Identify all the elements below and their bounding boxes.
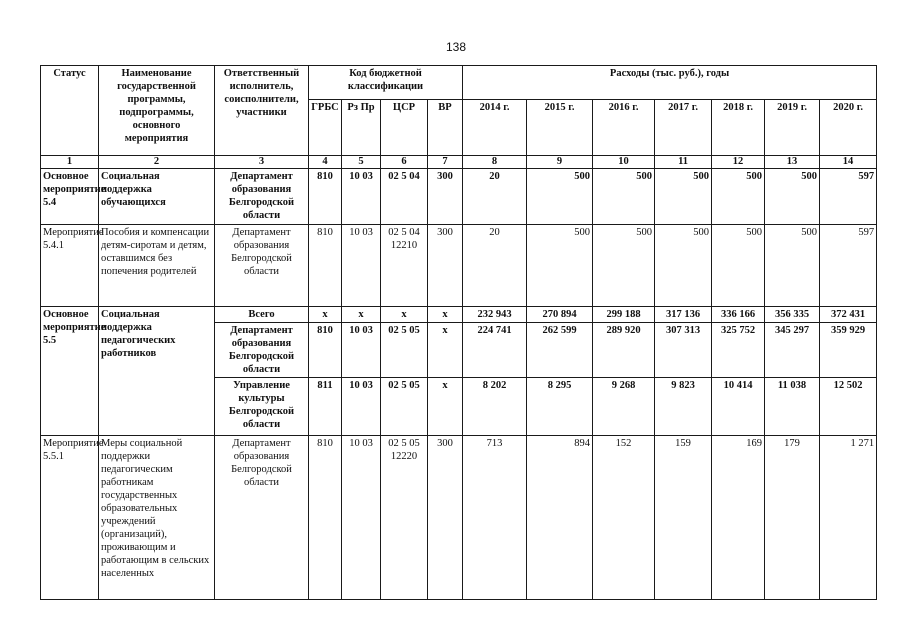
cell-rzpr: 10 03 <box>342 323 381 378</box>
cell-vr: х <box>428 307 463 323</box>
column-number: 14 <box>820 156 877 169</box>
column-number: 10 <box>593 156 655 169</box>
cell-grbs: 810 <box>309 169 342 225</box>
cell-rzpr: 10 03 <box>342 436 381 600</box>
cell-value: 12 502 <box>820 378 877 436</box>
cell-vr: х <box>428 378 463 436</box>
cell-value: 500 <box>765 169 820 225</box>
table-row <box>41 169 877 225</box>
cell-value: 597 <box>820 169 877 225</box>
cell-value: 159 <box>655 436 712 600</box>
table-row <box>41 225 877 307</box>
cell-value: 359 929 <box>820 323 877 378</box>
cell-value: 9 268 <box>593 378 655 436</box>
cell-value: 299 188 <box>593 307 655 323</box>
cell-value: 262 599 <box>527 323 593 378</box>
cell-value: 10 414 <box>712 378 765 436</box>
cell-vr: 300 <box>428 436 463 600</box>
cell-rzpr: 10 03 <box>342 225 381 307</box>
header-grbs: ГРБС <box>309 100 342 156</box>
cell-vr: х <box>428 323 463 378</box>
column-number: 12 <box>712 156 765 169</box>
header-executor: Ответственный исполнитель, соисполнители, участники <box>215 66 309 156</box>
header-year: 2017 г. <box>655 100 712 156</box>
cell-grbs: 810 <box>309 323 342 378</box>
header-csr: ЦСР <box>381 100 428 156</box>
cell-grbs: 810 <box>309 225 342 307</box>
column-number: 8 <box>463 156 527 169</box>
cell-value: 500 <box>527 225 593 307</box>
header-year: 2015 г. <box>527 100 593 156</box>
header-status: Статус <box>41 66 99 156</box>
cell-value: 1 271 <box>820 436 877 600</box>
row-name: Социальная поддержка обучающихся <box>99 169 215 225</box>
cell-value: 270 894 <box>527 307 593 323</box>
page-number: 138 <box>446 40 467 54</box>
cell-value: 317 136 <box>655 307 712 323</box>
column-number: 5 <box>342 156 381 169</box>
header-expenses: Расходы (тыс. руб.), годы <box>463 66 877 100</box>
cell-value: 11 038 <box>765 378 820 436</box>
cell-grbs: 811 <box>309 378 342 436</box>
cell-value: 894 <box>527 436 593 600</box>
cell-value: 232 943 <box>463 307 527 323</box>
cell-value: 500 <box>712 225 765 307</box>
row-executor: Управление культуры Белгородской области <box>215 378 309 436</box>
cell-rzpr: х <box>342 307 381 323</box>
cell-value: 20 <box>463 225 527 307</box>
cell-value: 372 431 <box>820 307 877 323</box>
row-name: Меры социальной поддержки педагогическим работникам государственных образовательных учреждений (организаций), проживающим и работающим в сельских населенных <box>99 436 215 600</box>
cell-grbs: х <box>309 307 342 323</box>
cell-value: 20 <box>463 169 527 225</box>
cell-csr: 02 5 05 <box>381 378 428 436</box>
column-number: 2 <box>99 156 215 169</box>
cell-csr: 02 5 05 <box>381 323 428 378</box>
row-executor: Департамент образования Белгородской области <box>215 169 309 225</box>
column-number: 4 <box>309 156 342 169</box>
cell-value: 169 <box>712 436 765 600</box>
cell-csr: 02 5 04 12210 <box>381 225 428 307</box>
cell-rzpr: 10 03 <box>342 378 381 436</box>
row-status: Мероприятие 5.4.1 <box>41 225 99 307</box>
cell-value: 8 295 <box>527 378 593 436</box>
cell-csr: х <box>381 307 428 323</box>
cell-value: 356 335 <box>765 307 820 323</box>
cell-value: 500 <box>655 169 712 225</box>
cell-vr: 300 <box>428 225 463 307</box>
cell-value: 500 <box>593 169 655 225</box>
cell-value: 289 920 <box>593 323 655 378</box>
cell-value: 179 <box>765 436 820 600</box>
column-number: 1 <box>41 156 99 169</box>
cell-value: 325 752 <box>712 323 765 378</box>
row-status: Мероприятие 5.5.1 <box>41 436 99 600</box>
header-year: 2014 г. <box>463 100 527 156</box>
header-name: Наименование государственной программы, подпрограммы, основного мероприятия <box>99 66 215 156</box>
table-row <box>41 436 877 600</box>
row-status: Основное мероприятие 5.4 <box>41 169 99 225</box>
header-year: 2020 г. <box>820 100 877 156</box>
cell-csr: 02 5 04 <box>381 169 428 225</box>
row-status: Основное мероприятие 5.5 <box>41 307 99 436</box>
header-budget-code: Код бюджетной классификации <box>309 66 463 100</box>
header-rzpr: Рз Пр <box>342 100 381 156</box>
table-row <box>41 307 877 323</box>
cell-vr: 300 <box>428 169 463 225</box>
cell-value: 597 <box>820 225 877 307</box>
cell-value: 224 741 <box>463 323 527 378</box>
cell-value: 152 <box>593 436 655 600</box>
row-executor: Департамент образования Белгородской области <box>215 225 309 307</box>
cell-value: 8 202 <box>463 378 527 436</box>
cell-value: 9 823 <box>655 378 712 436</box>
budget-table <box>40 65 877 600</box>
cell-value: 336 166 <box>712 307 765 323</box>
cell-csr: 02 5 05 12220 <box>381 436 428 600</box>
cell-value: 345 297 <box>765 323 820 378</box>
row-executor: Всего <box>215 307 309 323</box>
column-number: 3 <box>215 156 309 169</box>
row-name: Пособия и компенсации детям-сиротам и детям, оставшимся без попечения родителей <box>99 225 215 307</box>
column-number: 13 <box>765 156 820 169</box>
cell-value: 500 <box>527 169 593 225</box>
cell-value: 500 <box>765 225 820 307</box>
cell-value: 307 313 <box>655 323 712 378</box>
header-year: 2018 г. <box>712 100 765 156</box>
cell-value: 713 <box>463 436 527 600</box>
column-number: 6 <box>381 156 428 169</box>
row-executor: Департамент образования Белгородской области <box>215 436 309 600</box>
column-number: 7 <box>428 156 463 169</box>
header-year: 2016 г. <box>593 100 655 156</box>
header-row-1 <box>41 66 877 100</box>
column-number-row <box>41 156 877 169</box>
cell-value: 500 <box>712 169 765 225</box>
cell-value: 500 <box>593 225 655 307</box>
column-number: 11 <box>655 156 712 169</box>
header-year: 2019 г. <box>765 100 820 156</box>
cell-rzpr: 10 03 <box>342 169 381 225</box>
row-executor: Департамент образования Белгородской области <box>215 323 309 378</box>
header-vr: ВР <box>428 100 463 156</box>
row-name: Социальная поддержка педагогических работников <box>99 307 215 436</box>
cell-grbs: 810 <box>309 436 342 600</box>
column-number: 9 <box>527 156 593 169</box>
cell-value: 500 <box>655 225 712 307</box>
